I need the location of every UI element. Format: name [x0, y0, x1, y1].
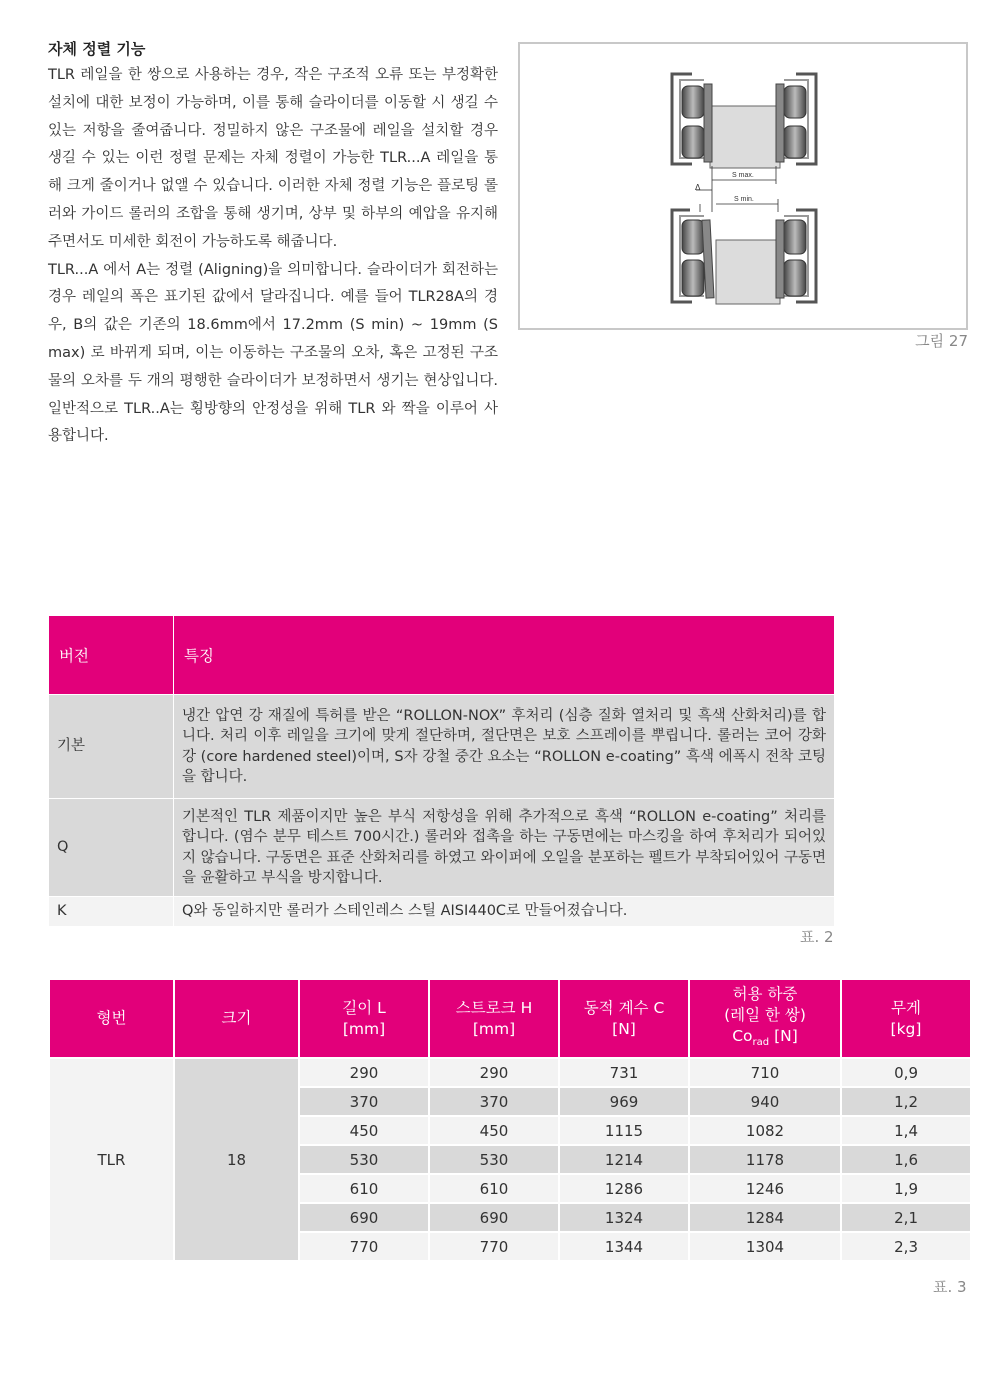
load-cell: 710 [689, 1058, 841, 1087]
stroke-cell: 290 [429, 1058, 559, 1087]
stroke-cell: 770 [429, 1232, 559, 1261]
smin-label: S min. [734, 196, 754, 203]
weight-cell: 1,4 [841, 1116, 971, 1145]
weight-cell: 1,2 [841, 1087, 971, 1116]
load-cell: 1082 [689, 1116, 841, 1145]
length-cell: 610 [299, 1174, 429, 1203]
header-length: 길이 L [mm] [299, 979, 429, 1058]
feature-cell: Q와 동일하지만 롤러가 스테인레스 스틸 AISI440C로 만들어졌습니다. [174, 897, 835, 927]
header-stroke: 스트로크 H [mm] [429, 979, 559, 1058]
length-cell: 290 [299, 1058, 429, 1087]
spec-table [48, 978, 972, 1262]
header-features: 특징 [174, 616, 835, 695]
stroke-cell: 370 [429, 1087, 559, 1116]
length-cell: 370 [299, 1087, 429, 1116]
paragraph-2: TLR...A 에서 A는 정렬 (Aligning)을 의미합니다. 슬라이더가 회전하는 경우 레일의 폭은 표기된 값에서 달라집니다. 예를 들어 TLR28A의 경우, B의 값은 기존의 18.6mm에서 17.2mm (S min) ~ 19mm (S max) 로 바뀌게 되며, 이는 이동하는 구조물의 오차, 혹은 고정된 구조물의 오차를 두 개의 평행한 슬라이더가 보정하면서 생기는 현상입니다. 일반적으로 TLR..A는 횡방향의 안정성을 위해 TLR 와 짝을 이루어 사용합니다. [48, 261, 498, 445]
weight-cell: 2,3 [841, 1232, 971, 1261]
dynamic-cell: 731 [559, 1058, 689, 1087]
weight-cell: 0,9 [841, 1058, 971, 1087]
table-row [49, 897, 835, 927]
model-cell: TLR [49, 1058, 174, 1261]
version-cell: K [49, 897, 174, 927]
load-cell: 940 [689, 1087, 841, 1116]
size-cell: 18 [174, 1058, 299, 1261]
upper-rail-assembly [672, 74, 816, 168]
delta-label: Δ [695, 183, 701, 192]
header-version: 버전 [49, 616, 174, 695]
dynamic-cell: 1214 [559, 1145, 689, 1174]
weight-cell: 2,1 [841, 1203, 971, 1232]
load-cell: 1178 [689, 1145, 841, 1174]
figure-caption: 그림 27 [915, 332, 968, 350]
table2-caption: 표. 2 [800, 928, 834, 946]
header-dynamic-load: 동적 계수 C [N] [559, 979, 689, 1058]
version-cell: Q [49, 799, 174, 897]
length-cell: 450 [299, 1116, 429, 1145]
dynamic-cell: 1286 [559, 1174, 689, 1203]
stroke-cell: 610 [429, 1174, 559, 1203]
table-row [49, 695, 835, 799]
table-row [49, 1058, 971, 1087]
table-row [49, 799, 835, 897]
smax-label: S max. [732, 172, 754, 179]
figure-27 [518, 42, 968, 330]
header-model: 형번 [49, 979, 174, 1058]
stroke-cell: 530 [429, 1145, 559, 1174]
feature-cell: 냉간 압연 강 재질에 특허를 받은 “ROLLON-NOX” 후처리 (심층 질화 열처리 및 흑색 산화처리)를 합니다. 처리 이후 레일을 크기에 맞게 절단하며, 절단면은 보호 스프레이를 뿌립니다. 롤러는 코어 강화 강 (core hardened steel)이며, S자 강철 중간 요소는 “ROLLON e-coating” 흑색 에폭시 전착 코팅을 합니다. [174, 695, 835, 799]
table3-caption: 표. 3 [933, 1278, 967, 1296]
dynamic-cell: 969 [559, 1087, 689, 1116]
paragraph-1: TLR 레일을 한 쌍으로 사용하는 경우, 작은 구조적 오류 또는 부정확한 설치에 대한 보정이 가능하며, 이를 통해 슬라이더를 이동할 시 생길 수 있는 저항을 줄여줍니다. 정밀하지 않은 구조물에 레일을 설치할 경우 생길 수 있는 이런 정렬 문제는 자체 정렬이 가능한 TLR...A 레일을 통해 크게 줄이거나 없앨 수 있습니다. 이러한 자체 정렬 기능은 플로팅 롤러와 가이드 롤러의 조합을 통해 생기며, 상부 및 하부의 예압을 유지해주면서도 미세한 회전이 가능하도록 해줍니다. [48, 67, 498, 250]
dynamic-cell: 1324 [559, 1203, 689, 1232]
feature-cell: 기본적인 TLR 제품이지만 높은 부식 저항성을 위해 추가적으로 흑색 “ROLLON e-coating” 처리를 합니다. (염수 분무 테스트 700시간.) 롤러와 접촉을 하는 구동면에는 마스킹을 하여 후처리가 되어있지 않습니다. 구동면은 표준 산화처리를 하였고 와이퍼에 오일을 분포하는 펠트가 부착되어있어 구동면을 윤활하고 부식을 방지합니다. [174, 799, 835, 897]
weight-cell: 1,6 [841, 1145, 971, 1174]
version-table [48, 615, 835, 927]
weight-cell: 1,9 [841, 1174, 971, 1203]
dynamic-cell: 1115 [559, 1116, 689, 1145]
header-size: 크기 [174, 979, 299, 1058]
header-static-load: 허용 하중 (레일 한 쌍) $Co_{rad}$ [N] [689, 979, 841, 1058]
section-body [48, 62, 498, 451]
load-cell: 1284 [689, 1203, 841, 1232]
version-cell: 기본 [49, 695, 174, 799]
length-cell: 690 [299, 1203, 429, 1232]
stroke-cell: 690 [429, 1203, 559, 1232]
lower-rail-assembly [672, 210, 816, 304]
dynamic-cell: 1344 [559, 1232, 689, 1261]
load-cell: 1304 [689, 1232, 841, 1261]
load-cell: 1246 [689, 1174, 841, 1203]
header-weight: 무게 [kg] [841, 979, 971, 1058]
section-title: 자체 정렬 기능 [48, 40, 146, 58]
self-aligning-rail-diagram [520, 44, 966, 328]
length-cell: 530 [299, 1145, 429, 1174]
length-cell: 770 [299, 1232, 429, 1261]
stroke-cell: 450 [429, 1116, 559, 1145]
